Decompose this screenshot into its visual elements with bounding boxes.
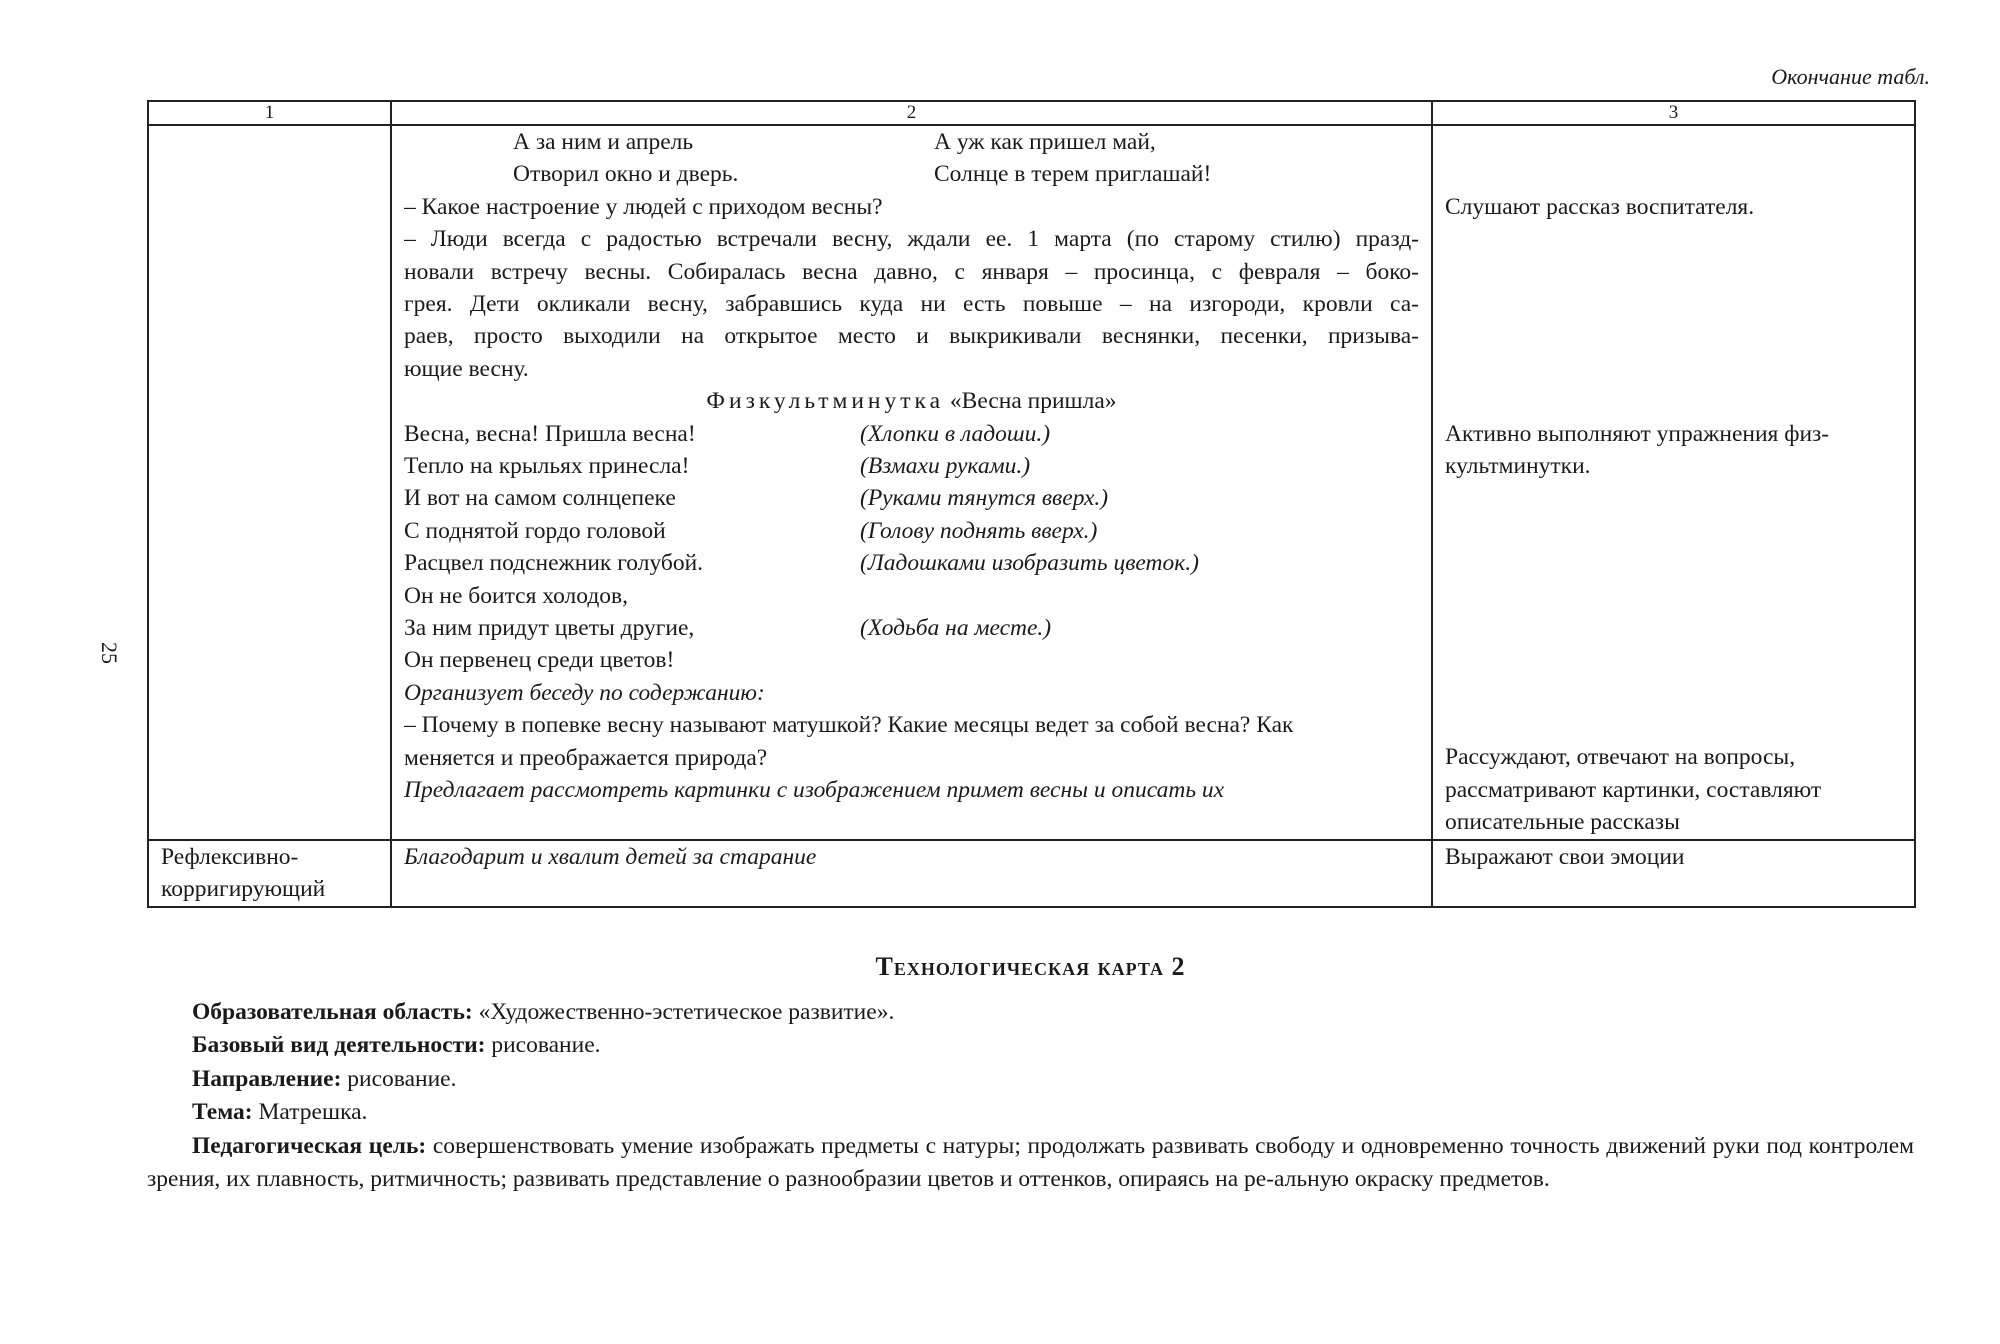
poem-action: (Хлопки в ладоши.) bbox=[860, 420, 1051, 447]
pictures-note: Предлагает рассмотреть картинки с изображением примет весны и описать их bbox=[404, 776, 1225, 803]
poem-text: И вот на самом солнцепеке bbox=[404, 485, 676, 512]
poem-line bbox=[404, 450, 1419, 482]
story-line: грея. Дети окликали весну, забравшись куда ни есть повыше – на изгороди, кровли са- bbox=[404, 291, 1419, 317]
goal-text: совершенствовать умение изображать предметы с натуры; продолжать развивать свободу и одновременно точность движений руки под контролем зрения, их плавность, ритмичность; развивать представление о разнообразии цветов и оттенков, опираясь на ре-альную окраску предметов. bbox=[147, 1132, 1914, 1192]
field-value: Матрешка. bbox=[252, 1099, 368, 1125]
verse-left: А за ним и апрель bbox=[513, 129, 694, 155]
field-label: Тема: bbox=[192, 1099, 253, 1125]
column-header-1: 1 bbox=[148, 101, 391, 125]
children-action: Выражают свои эмоции bbox=[1445, 843, 1685, 870]
story-line: ющие весну. bbox=[404, 355, 529, 382]
verse-right: Солнце в терем приглашай! bbox=[934, 161, 1212, 188]
stage-name: Рефлексивно- bbox=[161, 843, 299, 870]
story-line: – Люди всегда с радостью встречали весну, ждали ее. 1 марта (по старому стилю) празд- bbox=[404, 226, 1419, 253]
field-value: рисование. bbox=[485, 1032, 601, 1058]
poem-text: С поднятой гордо головой bbox=[404, 517, 666, 544]
teacher-activity-cell bbox=[391, 125, 1432, 840]
card-goal bbox=[147, 1130, 1914, 1197]
physical-exercise-heading bbox=[404, 385, 1419, 417]
children-exercise: культминутки. bbox=[1445, 452, 1591, 479]
question-line: – Какое настроение у людей с приходом весны? bbox=[404, 193, 883, 220]
field-label: Базовый вид деятельности: bbox=[192, 1032, 486, 1058]
column-header-3: 3 bbox=[1432, 101, 1915, 125]
verse-right: А уж как пришел май, bbox=[934, 129, 1156, 155]
poem-action: (Ходьба на месте.) bbox=[860, 614, 1052, 641]
poem-text: За ним придут цветы другие, bbox=[404, 614, 695, 641]
card-field bbox=[147, 1029, 1914, 1063]
poem-line bbox=[404, 644, 1419, 676]
conversation-note: Организует беседу по содержанию: bbox=[404, 679, 765, 706]
table-header-row bbox=[148, 101, 1915, 125]
card-title: Технологическая карта 2 bbox=[875, 952, 1186, 981]
poem-action: (Ладошками изобразить цветок.) bbox=[860, 550, 1199, 577]
stage-name: корригирующий bbox=[161, 876, 326, 903]
verse-line bbox=[404, 126, 1419, 158]
table-continuation-note: Окончание табл. bbox=[1771, 64, 1930, 89]
page-number: 25 bbox=[97, 642, 122, 664]
poem-text: Он не боится холодов, bbox=[404, 582, 629, 609]
children-reasoning: рассматривают картинки, составляют bbox=[1445, 776, 1822, 803]
stage-cell bbox=[148, 840, 391, 907]
children-reasoning: Рассуждают, отвечают на вопросы, bbox=[1445, 744, 1796, 771]
poem-text: Весна, весна! Пришла весна! bbox=[404, 420, 696, 447]
poem-action: (Взмахи руками.) bbox=[860, 453, 1031, 480]
column-header-2: 2 bbox=[391, 101, 1432, 125]
poem-line bbox=[404, 580, 1419, 612]
children-reasoning: описательные рассказы bbox=[1445, 809, 1680, 836]
children-activity-cell bbox=[1432, 125, 1915, 840]
heading-spaced-word: Физкультминутка bbox=[706, 388, 945, 415]
verse-line bbox=[404, 158, 1419, 190]
technology-card bbox=[147, 950, 1914, 1197]
children-listen: Слушают рассказ воспитателя. bbox=[1445, 193, 1755, 220]
field-value: «Художественно-эстетическое развитие». bbox=[472, 998, 895, 1025]
poem-text: Он первенец среди цветов! bbox=[404, 647, 675, 674]
poem-line bbox=[404, 547, 1419, 579]
verse-left: Отворил окно и дверь. bbox=[513, 161, 739, 188]
field-label: Направление: bbox=[192, 1065, 342, 1092]
goal-label: Педагогическая цель: bbox=[192, 1132, 427, 1159]
teacher-action: Благодарит и хвалит детей за старание bbox=[404, 843, 817, 870]
story-line: новали встречу весны. Собиралась весна давно, с января – просинца, с февраля – боко- bbox=[404, 258, 1419, 285]
lesson-table bbox=[147, 100, 1916, 908]
table-row bbox=[148, 840, 1915, 907]
field-value: рисование. bbox=[341, 1065, 457, 1092]
children-exercise: Активно выполняют упражнения физ- bbox=[1445, 420, 1830, 447]
children-activity-cell bbox=[1432, 840, 1915, 907]
field-label: Образовательная область: bbox=[192, 998, 473, 1025]
poem-action: (Руками тянутся вверх.) bbox=[860, 485, 1109, 512]
teacher-activity-cell bbox=[391, 840, 1432, 907]
heading-title: «Весна пришла» bbox=[949, 388, 1117, 415]
poem-line bbox=[404, 418, 1419, 450]
poem-line bbox=[404, 612, 1419, 644]
question-line: – Почему в попевке весну называют матушкой? Какие месяцы ведет за собой весна? Как bbox=[404, 712, 1294, 739]
card-field bbox=[147, 1063, 1914, 1097]
question-line: меняется и преображается природа? bbox=[404, 744, 768, 771]
poem-line bbox=[404, 482, 1419, 514]
poem-line bbox=[404, 515, 1419, 547]
poem-action: (Голову поднять вверх.) bbox=[860, 517, 1098, 544]
poem-text: Расцвел подснежник голубой. bbox=[404, 550, 704, 577]
table-row bbox=[148, 125, 1915, 840]
story-line: раев, просто выходили на открытое место и выкрикивали веснянки, песенки, призыва- bbox=[404, 323, 1419, 350]
stage-cell-empty bbox=[148, 125, 391, 840]
card-field bbox=[147, 996, 1914, 1030]
card-field bbox=[147, 1096, 1914, 1130]
poem-text: Тепло на крыльях принесла! bbox=[404, 453, 690, 480]
